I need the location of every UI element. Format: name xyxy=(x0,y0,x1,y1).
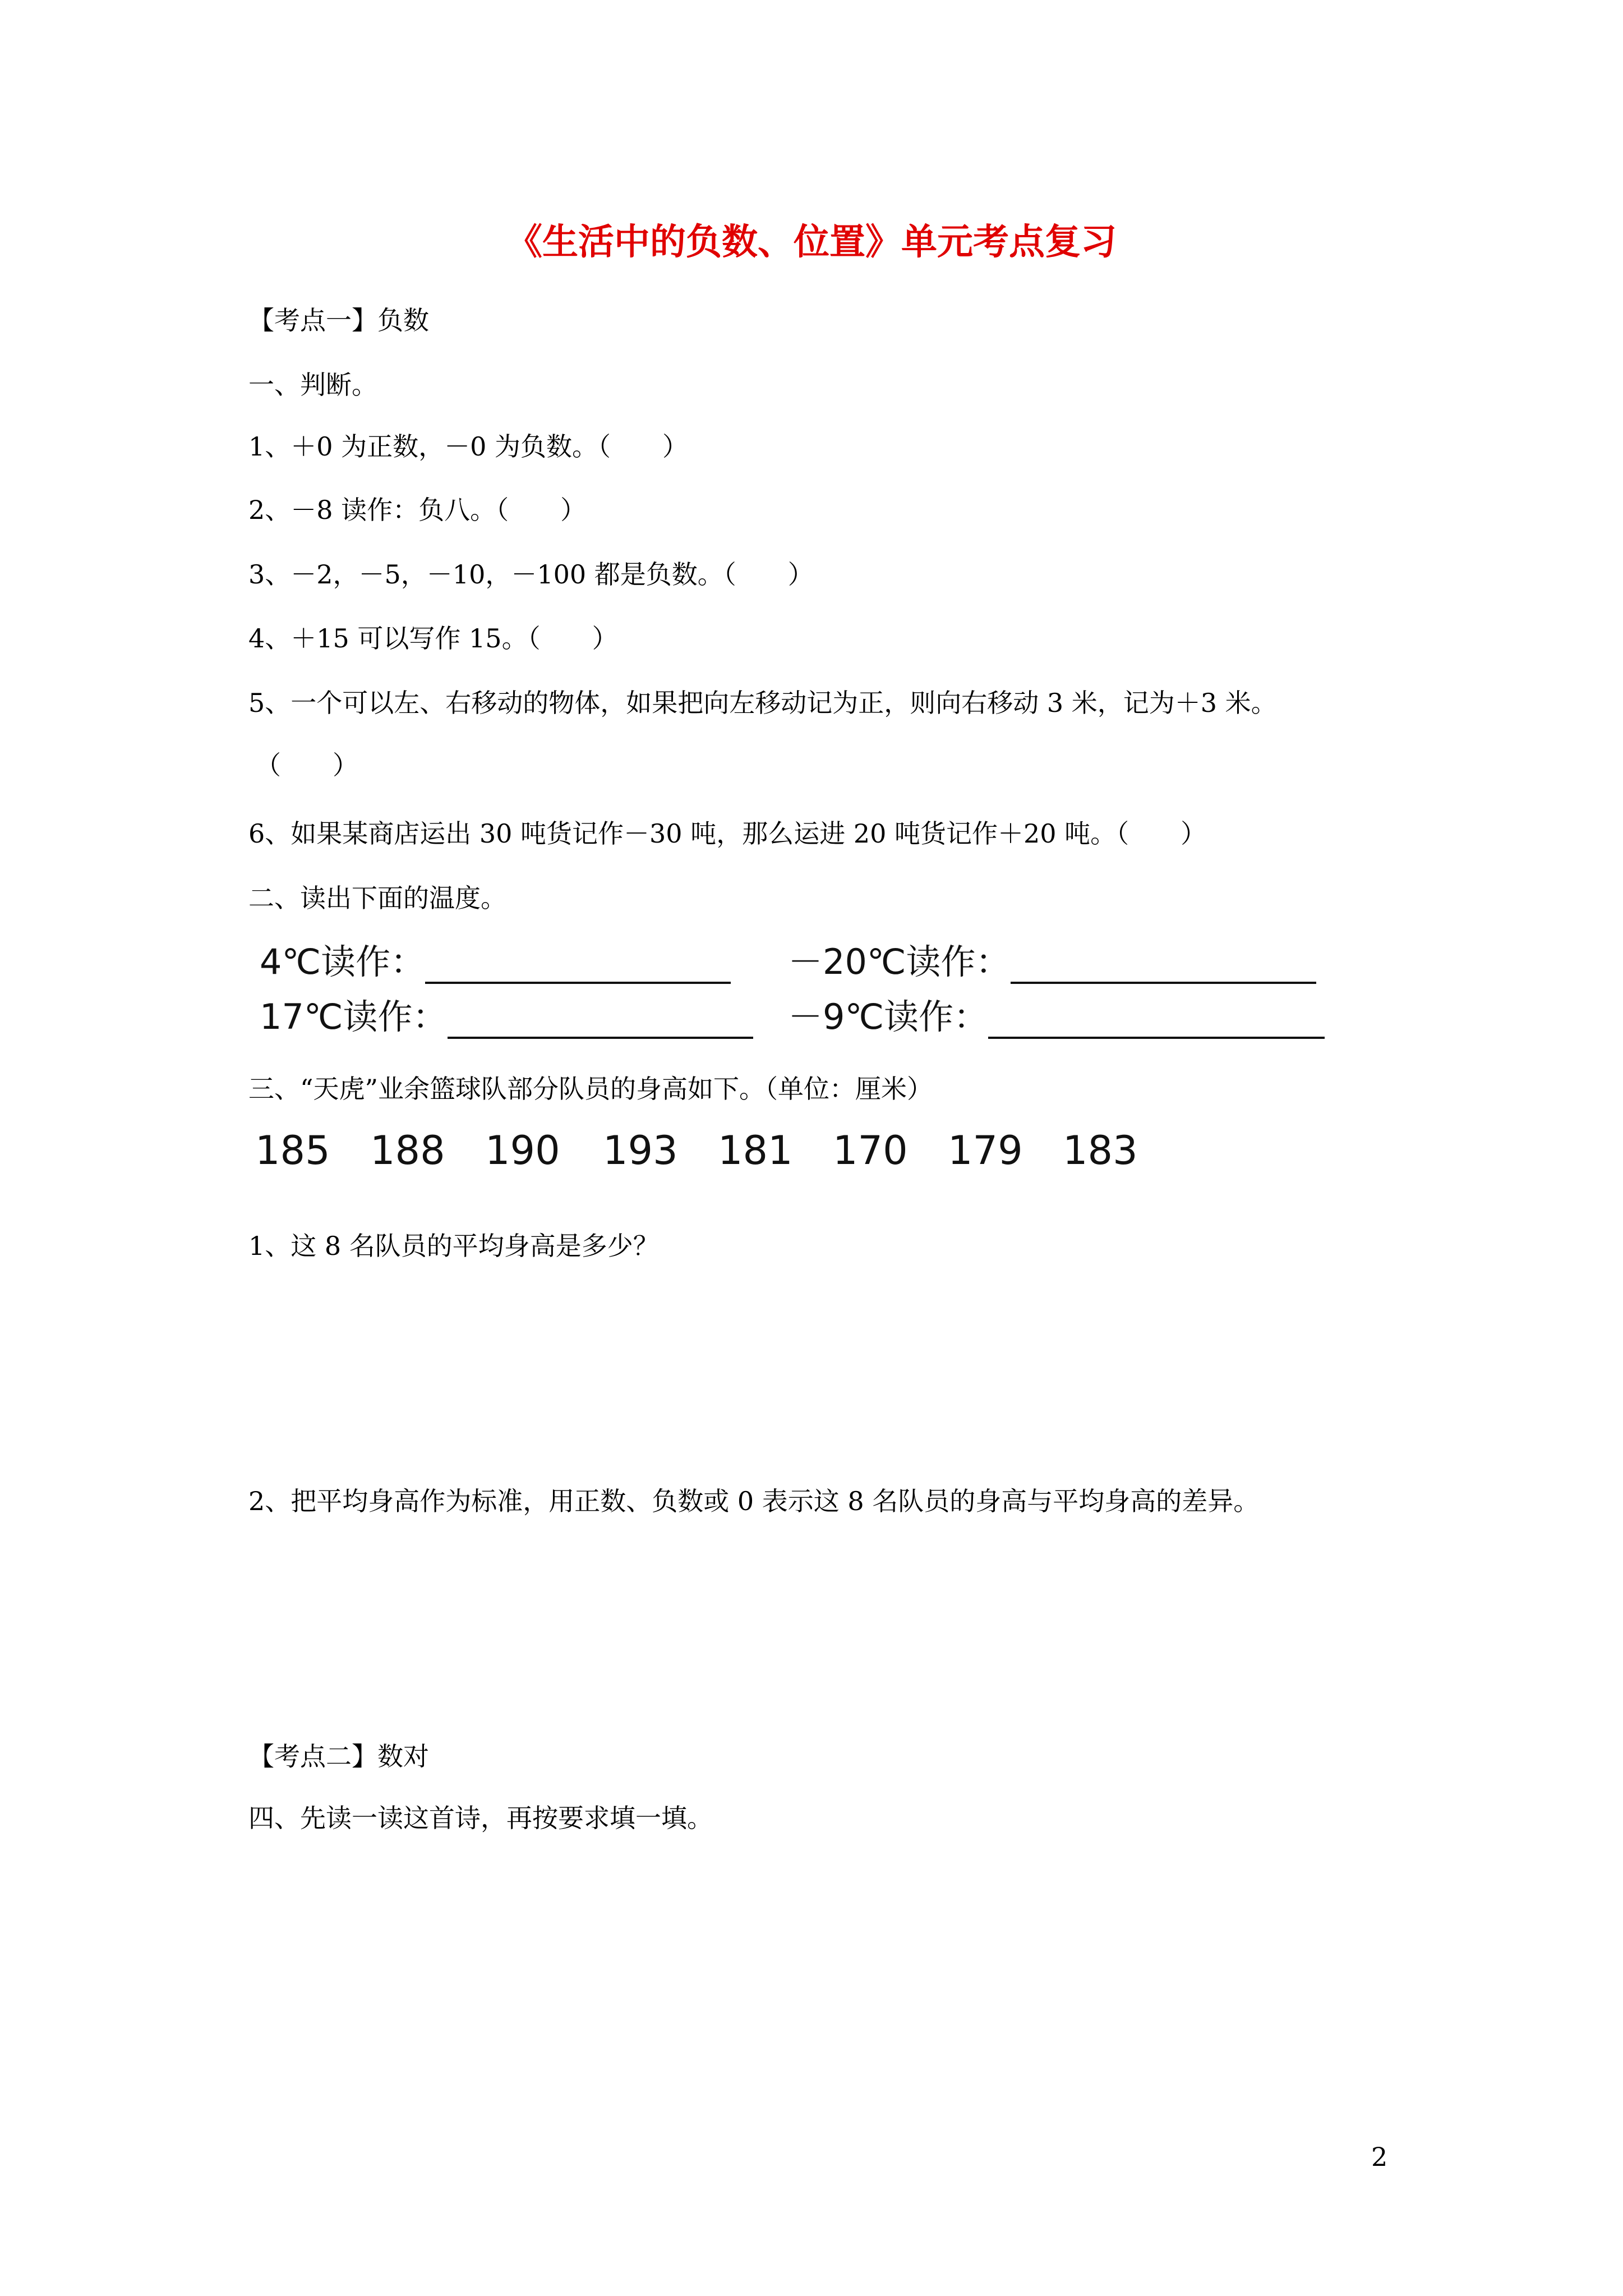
section-heading-negative-numbers: 【考点一】负数 xyxy=(248,305,429,335)
height-value: 183 xyxy=(1063,1128,1138,1174)
temperature-label: 4℃读作： xyxy=(260,941,426,982)
answer-blank[interactable] xyxy=(448,1004,753,1039)
question-2-title: 二、读出下面的温度。 xyxy=(248,883,506,913)
judge-item-answer-bracket: （ ） xyxy=(255,750,358,780)
answer-blank[interactable] xyxy=(988,1004,1325,1039)
temperature-read-item xyxy=(260,989,753,1039)
question-1-title: 一、判断。 xyxy=(248,370,377,400)
height-value: 170 xyxy=(833,1128,908,1174)
height-value: 181 xyxy=(718,1128,793,1174)
judge-item: 1、＋0 为正数，－0 为负数。（ ） xyxy=(248,431,689,462)
temperature-read-item xyxy=(788,934,1316,984)
height-value: 188 xyxy=(370,1128,445,1174)
temperature-read-item xyxy=(260,934,731,984)
page-number: 2 xyxy=(1371,2142,1388,2172)
judge-item: 2、－8 读作：负八。（ ） xyxy=(248,495,587,525)
height-value: 193 xyxy=(603,1128,678,1174)
question-3-title: 三、“天虎”业余篮球队部分队员的身高如下。（单位：厘米） xyxy=(248,1074,933,1104)
height-value: 179 xyxy=(948,1128,1023,1174)
temperature-label: －9℃读作： xyxy=(788,996,989,1037)
question-3-part-1: 1、这 8 名队员的平均身高是多少？ xyxy=(248,1231,659,1261)
answer-blank[interactable] xyxy=(425,949,731,984)
judge-item: 6、如果某商店运出 30 吨货记作－30 吨，那么运进 20 吨货记作＋20 吨。（ ） xyxy=(248,818,1207,849)
temperature-label: －20℃读作： xyxy=(788,941,1011,982)
judge-item: 5、一个可以左、右移动的物体，如果把向左移动记为正，则向右移动 3 米，记为＋3 米。 xyxy=(248,688,1277,718)
temperature-read-item xyxy=(788,989,1325,1039)
question-3-part-2: 2、把平均身高作为标准，用正数、负数或 0 表示这 8 名队员的身高与平均身高的差异。 xyxy=(248,1486,1260,1516)
section-heading-coordinates: 【考点二】数对 xyxy=(248,1741,429,1772)
answer-blank[interactable] xyxy=(1011,949,1316,984)
question-4-title: 四、先读一读这首诗，再按要求填一填。 xyxy=(248,1803,713,1833)
height-value: 185 xyxy=(255,1128,330,1174)
judge-item: 4、＋15 可以写作 15。（ ） xyxy=(248,623,618,654)
page-title: 《生活中的负数、位置》单元考点复习 xyxy=(506,221,1117,263)
judge-item: 3、－2，－5，－10，－100 都是负数。（ ） xyxy=(248,559,814,590)
temperature-label: 17℃读作： xyxy=(260,996,448,1037)
height-value: 190 xyxy=(485,1128,560,1174)
